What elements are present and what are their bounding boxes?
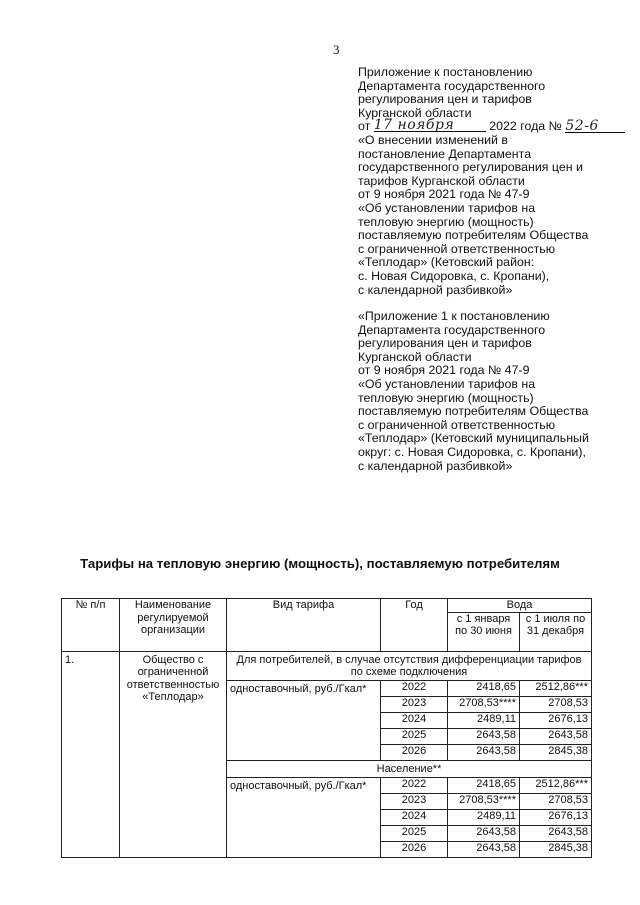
header-org: Наименование регулируемой организации: [120, 599, 227, 652]
section-title: Для потребителей, в случае отсутствия дифференциации тарифов по схеме подключения: [227, 651, 592, 680]
handwritten-doc-number: 52-6: [565, 120, 625, 133]
header-line: Курганской области: [358, 349, 472, 364]
year-cell: 2022: [381, 777, 448, 793]
header-water: Вода: [448, 599, 592, 613]
header-line: с ограниченной ответственностью: [358, 417, 556, 432]
value-h2: 2512,86***: [520, 680, 592, 696]
header-line: Департамента государственного: [358, 78, 546, 93]
header-line: «Теплодар» (Кетовский муниципальный: [358, 431, 589, 446]
value-h1: 2643,58: [448, 728, 520, 744]
header-kind: Вид тарифа: [227, 599, 381, 652]
header-line: Приложение к постановлению: [358, 65, 533, 79]
year-cell: 2022: [381, 680, 448, 696]
header-line: «О внесении изменений в: [358, 132, 508, 147]
year-cell: 2024: [381, 809, 448, 825]
header-period-1: с 1 января по 30 июня: [448, 612, 520, 651]
year-cell: 2023: [381, 696, 448, 712]
value-h1: 2643,58: [448, 841, 520, 857]
header-num: № п/п: [62, 599, 120, 652]
value-h2: 2845,38: [520, 744, 592, 760]
year-cell: 2026: [381, 744, 448, 760]
section-title-row: [62, 651, 592, 680]
value-h1: 2489,11: [448, 712, 520, 728]
year-cell: 2025: [381, 728, 448, 744]
header-line: поставляемую потребителям Общества: [358, 228, 589, 243]
header-line: с календарной разбивкой»: [358, 282, 513, 297]
row-number: 1.: [62, 651, 120, 857]
header-line: регулирования цен и тарифов: [358, 92, 532, 107]
year-cell: 2024: [381, 712, 448, 728]
tariff-table: [61, 598, 592, 858]
header-line: «Приложение 1 к постановлению: [358, 309, 550, 324]
value-h2: 2643,58: [520, 728, 592, 744]
header-line: поставляемую потребителям Общества: [358, 404, 589, 419]
header-line: «Теплодар» (Кетовский район:: [358, 255, 535, 270]
year-cell: 2023: [381, 793, 448, 809]
header-line: государственного регулирования цен и: [358, 160, 583, 175]
date-year: 2022 года №: [489, 119, 562, 134]
handwritten-date: 17 ноября: [374, 119, 486, 132]
value-h2: 2643,58: [520, 825, 592, 841]
value-h1: 2708,53****: [448, 696, 520, 712]
value-h1: 2643,58: [448, 744, 520, 760]
tariff-kind: одноставочный, руб./Гкал*: [227, 777, 381, 857]
header-line: «Об установлении тарифов на: [358, 200, 536, 215]
value-h2: 2676,13: [520, 712, 592, 728]
value-h2: 2708,53: [520, 793, 592, 809]
header-line: округ: с. Новая Сидоровка, с. Кропани),: [358, 445, 586, 460]
header-line: постановление Департамента: [358, 146, 532, 161]
value-h1: 2418,65: [448, 777, 520, 793]
value-h1: 2418,65: [448, 680, 520, 696]
appendix-header: [358, 66, 628, 473]
table-title: Тарифы на тепловую энергию (мощность), поставляемую потребителям: [80, 556, 560, 571]
header-line: от 9 ноября 2021 года № 47-9: [358, 187, 530, 202]
tariff-kind: одноставочный, руб./Гкал*: [227, 680, 381, 760]
value-h2: 2845,38: [520, 841, 592, 857]
year-cell: 2026: [381, 841, 448, 857]
header-line: с ограниченной ответственностью: [358, 241, 556, 256]
header-line: Курганской области: [358, 105, 472, 120]
header-line: Департамента государственного: [358, 322, 546, 337]
header-year: Год: [381, 599, 448, 652]
organization-name: Общество с ограниченной ответственностью «Теплодар»: [120, 651, 227, 857]
date-line: [358, 117, 628, 135]
header-line: регулирования цен и тарифов: [358, 336, 532, 351]
value-h1: 2643,58: [448, 825, 520, 841]
value-h1: 2489,11: [448, 809, 520, 825]
page-number: 3: [333, 42, 340, 57]
value-h2: 2708,53: [520, 696, 592, 712]
header-line: от 9 ноября 2021 года № 47-9: [358, 363, 530, 378]
header-line: с календарной разбивкой»: [358, 458, 513, 473]
header-line: тепловую энергию (мощность): [358, 390, 534, 405]
header-line: тарифов Курганской области: [358, 173, 525, 188]
value-h2: 2512,86***: [520, 777, 592, 793]
section-title: Население**: [227, 760, 592, 777]
header-line: с. Новая Сидоровка, с. Кропани),: [358, 268, 550, 283]
year-cell: 2025: [381, 825, 448, 841]
value-h2: 2676,13: [520, 809, 592, 825]
value-h1: 2708,53****: [448, 793, 520, 809]
header-line: тепловую энергию (мощность): [358, 214, 534, 229]
table-header-row: [62, 599, 592, 613]
header-line: «Об установлении тарифов на: [358, 377, 536, 392]
header-period-2: с 1 июля по 31 декабря: [520, 612, 592, 651]
date-prefix: от: [358, 119, 371, 134]
